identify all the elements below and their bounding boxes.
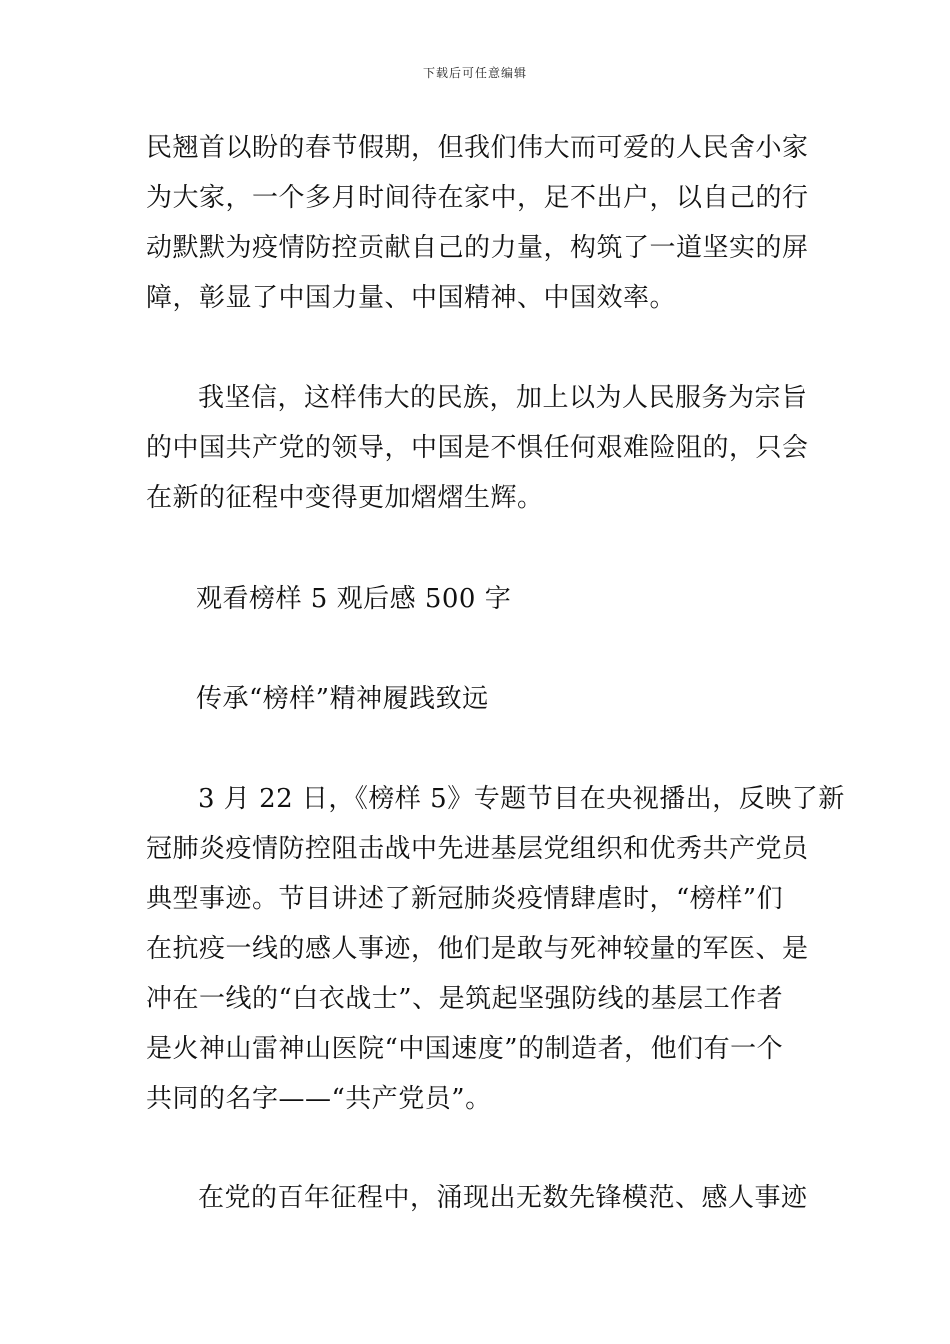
text-line: 民翘首以盼的春节假期，但我们伟大而可爱的人民舍小家	[146, 133, 809, 163]
text-line: 动默默为疫情防控贡献自己的力量，构筑了一道坚实的屏	[146, 233, 809, 263]
text-line: 在抗疫一线的感人事迹，他们是敢与死神较量的军医、是	[146, 934, 809, 964]
text-line: 冲在一线的“白衣战士”、是筑起坚强防线的基层工作者	[146, 984, 784, 1014]
text-line: 共同的名字——“共产党员”。	[146, 1084, 492, 1114]
paragraph-1	[146, 123, 810, 323]
text-line: 我坚信，这样伟大的民族，加上以为人民服务为宗旨	[198, 383, 808, 413]
page-header: 下载后可任意编辑	[422, 66, 527, 80]
article-subtitle	[196, 674, 860, 724]
text-line: 典型事迹。节目讲述了新冠肺炎疫情肆虐时，“榜样”们	[146, 884, 784, 914]
text-line: 在党的百年征程中，涌现出无数先锋模范、感人事迹	[198, 1183, 808, 1213]
paragraph-3	[146, 774, 845, 1124]
text-line: 观看榜样 5 观后感 500 字	[196, 584, 512, 614]
text-line: 冠肺炎疫情防控阻击战中先进基层党组织和优秀共产党员	[146, 834, 809, 864]
text-line: 在新的征程中变得更加熠熠生辉。	[146, 483, 544, 513]
paragraph-2	[146, 373, 810, 523]
text-line: 3 月 22 日，《榜样 5》专题节目在央视播出，反映了新	[198, 784, 845, 814]
text-line: 为大家，一个多月时间待在家中，足不出户，以自己的行	[146, 183, 809, 213]
article-title	[196, 574, 860, 624]
text-line: 传承“榜样”精神履践致远	[196, 684, 489, 714]
paragraph-4	[146, 1173, 810, 1223]
text-line: 障，彰显了中国力量、中国精神、中国效率。	[146, 283, 677, 313]
text-line: 是火神山雷神山医院“中国速度”的制造者，他们有一个	[146, 1034, 784, 1064]
text-line: 的中国共产党的领导，中国是不惧任何艰难险阻的，只会	[146, 433, 809, 463]
